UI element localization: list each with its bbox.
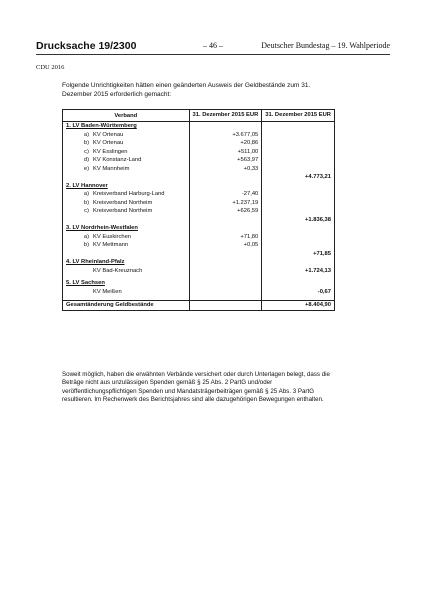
item-name: KV Mannheim xyxy=(93,165,130,172)
item-value: +71,80 xyxy=(189,233,262,242)
item-value: +3.677,05 xyxy=(189,131,262,140)
table-row xyxy=(63,207,335,216)
group-title: 2. LV Hannover xyxy=(63,182,190,191)
table-row xyxy=(63,190,335,199)
group-row xyxy=(63,182,335,191)
item-value: +0,05 xyxy=(189,241,262,250)
group-sum: +71,85 xyxy=(262,250,335,259)
page-header xyxy=(36,40,390,55)
table-row xyxy=(63,165,335,174)
item-letter: b) xyxy=(83,242,89,248)
group-row xyxy=(63,122,335,131)
group-title: 3. LV Nordrhein-Westfalen xyxy=(63,224,190,233)
item-letter: a) xyxy=(83,131,89,138)
item-letter: a) xyxy=(83,233,89,240)
table-row xyxy=(63,241,335,250)
document-number: Drucksache 19/2300 xyxy=(36,40,137,52)
intro-paragraph: Folgende Unrichtigkeiten hätten einen geänderten Ausweis der Geldbestände zum 31. Dezember 2015 erforderlich gemacht: xyxy=(62,82,311,98)
group-title: 4. LV Rheinland-Pfalz xyxy=(63,258,190,267)
item-name: Kreisverband Northeim xyxy=(93,199,153,206)
closing-paragraph: Soweit möglich, haben die erwähnten Verbände versichert oder durch Unterlagen belegt, dass die Beträge nicht aus unzulässigen Spenden gemäß § 25 Abs. 2 PartG und/oder veröffentlichungspflichtigen Spenden und Mandatsträgerbeiträgen gemäß § 25 Abs. 3 PartG resultieren. Im Rechenwerk des Berichtsjahres sind alle dazugehörigen Bewegungen enthalten. xyxy=(62,371,330,404)
item-value: -0,67 xyxy=(262,288,335,297)
item-value: +0,33 xyxy=(189,165,262,174)
item-name: Kreisverband Northeim xyxy=(93,208,153,214)
item-name: Kreisverband Harburg-Land xyxy=(93,191,165,197)
header-verband: Verband xyxy=(63,110,190,122)
total-value: +8.404,90 xyxy=(262,301,335,311)
table-row xyxy=(63,131,335,140)
item-value: -27,40 xyxy=(189,190,262,199)
publisher-label: Deutscher Bundestag – 19. Wahlperiode xyxy=(261,41,390,50)
header-col2 xyxy=(189,110,262,122)
group-title: 1. LV Baden-Württemberg xyxy=(63,122,190,131)
group-sum-row xyxy=(63,216,335,225)
item-name: KV Bad-Kreuznach xyxy=(63,267,190,276)
item-value: +626,59 xyxy=(189,207,262,216)
table-row xyxy=(63,288,335,297)
group-sum: +1.836,38 xyxy=(262,216,335,225)
group-row xyxy=(63,258,335,267)
table-row xyxy=(63,267,335,276)
total-label: Gesamtänderung Geldbestände xyxy=(63,301,190,311)
item-letter: e) xyxy=(83,165,89,172)
group-title: 5. LV Sachsen xyxy=(63,279,190,288)
section-label: CDU 2016 xyxy=(36,64,65,71)
cash-balance-table xyxy=(62,109,335,311)
item-letter: b) xyxy=(83,140,89,146)
item-letter: b) xyxy=(83,199,89,206)
table-row xyxy=(63,139,335,148)
item-letter: d) xyxy=(83,157,89,163)
group-sum-row xyxy=(63,250,335,259)
item-value: +563,97 xyxy=(189,156,262,165)
item-value: +511,00 xyxy=(189,148,262,157)
header-col2-text: 31. Dezember 2015 EUR xyxy=(192,111,259,118)
table-header-row xyxy=(63,110,335,122)
item-letter: c) xyxy=(84,148,89,155)
item-name: KV Konstanz-Land xyxy=(93,157,142,163)
item-value: +1.724,13 xyxy=(262,267,335,276)
page-number: – 46 – xyxy=(203,41,223,50)
item-name: KV Meißen xyxy=(63,288,190,297)
item-name: KV Mettmann xyxy=(93,242,129,248)
item-name: KV Esslingen xyxy=(93,148,128,155)
group-row xyxy=(63,224,335,233)
header-col3-text: 31. Dezember 2015 EUR xyxy=(265,111,331,118)
item-name: KV Euskirchen xyxy=(93,233,132,240)
table-row xyxy=(63,148,335,157)
table-row xyxy=(63,199,335,208)
item-letter: a) xyxy=(83,191,89,197)
item-name: KV Ortenau xyxy=(93,131,124,138)
item-value: +1.237,19 xyxy=(189,199,262,208)
item-name: KV Ortenau xyxy=(93,140,124,146)
item-value: +20,86 xyxy=(189,139,262,148)
item-letter: c) xyxy=(84,208,89,214)
total-row xyxy=(63,301,335,311)
table-row xyxy=(63,233,335,242)
group-sum: +4.773,21 xyxy=(262,173,335,182)
table-row xyxy=(63,156,335,165)
header-col3 xyxy=(262,110,335,122)
group-row xyxy=(63,279,335,288)
group-sum-row xyxy=(63,173,335,182)
